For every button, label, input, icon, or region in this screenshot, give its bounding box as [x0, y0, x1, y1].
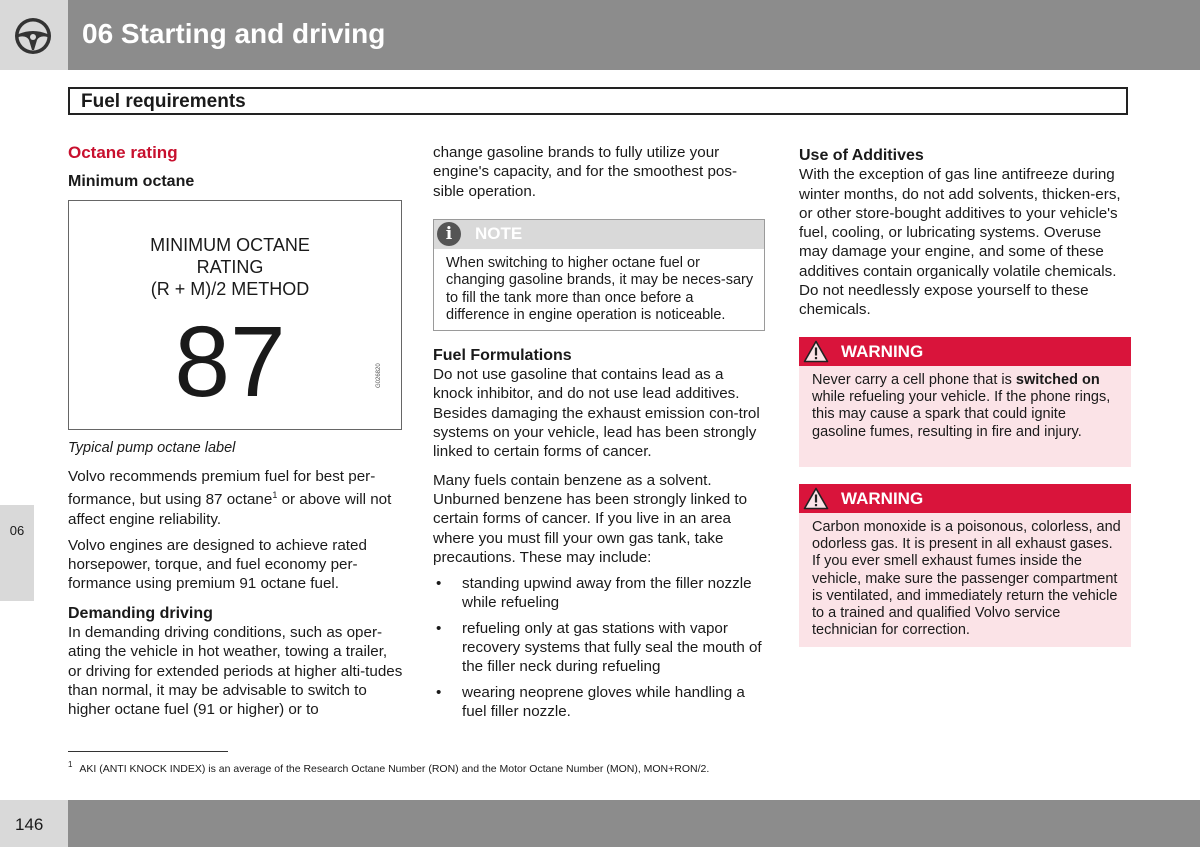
additives-paragraph: With the exception of gas line antifreeze during winter months, do not add solvents, thicken-ers, or other store-bought additives to your vehicle's fuel, cooling, or lubricating systems. Overuse may damage your engine, and some of these additives contain organically volatile chemicals. Do not needlessly expose yourself to these chemicals. — [799, 166, 1121, 319]
footnote-marker: 1 — [68, 760, 73, 769]
continued-paragraph: change gasoline brands to fully utilize your engine's capacity, and for the smoothest pos-sible operation. — [433, 144, 738, 200]
note-text: When switching to higher octane fuel or changing gasoline brands, it may be neces-sary to fill the tank more than once before a difference in engine operation is noticeable. — [446, 255, 754, 324]
page-number: 146 — [15, 815, 44, 834]
minimum-octane-subheading: Minimum octane — [68, 173, 195, 191]
chapter-title: 06 Starting and driving — [82, 18, 386, 49]
octane-label-line: MINIMUM OCTANE — [150, 235, 310, 255]
footnote-rule — [68, 751, 228, 752]
fuel-formulations-paragraph: Do not use gasoline that contains lead as a knock inhibitor, and do not use lead additives. Besides damaging the exhaust emission con-trol systems on your vehicle, lead has been strongly linked to certain forms of cancer. — [433, 366, 760, 461]
octane-label-line: RATING — [196, 257, 264, 277]
octane-rating-heading: Octane rating — [68, 143, 178, 162]
footnote-text: AKI (ANTI KNOCK INDEX) is an average of the Research Octane Number (RON) and the Motor Octane Number (MON), MON+RON/2. — [79, 762, 710, 775]
octane-label-line: (R + M)/2 METHOD — [150, 279, 310, 299]
warning-text-carbon-monoxide: Carbon monoxide is a poisonous, colorless, and odorless gas. It is present in all exhaust gases. If you ever smell exhaust fumes inside the vehicle, make sure the passenger compartment is ventilated, and immediately return the vehicle to a trained and qualified Volvo service technician for correction. — [812, 519, 1121, 639]
demanding-driving-heading: Demanding driving — [68, 604, 213, 622]
fuel-formulations-heading: Fuel Formulations — [433, 346, 572, 364]
figure-caption: Typical pump octane label — [68, 439, 236, 456]
list-item: • wearing neoprene gloves while handling a fuel filler nozzle. — [433, 683, 767, 722]
chapter-side-tab-label: 06 — [9, 523, 25, 538]
list-item: • refueling only at gas stations with vapor recovery systems that fully seal the mouth of the filler neck during refueling — [433, 619, 767, 677]
rated-horsepower-paragraph: Volvo engines are designed to achieve rated horsepower, torque, and fuel economy per-formance using premium 91 octane fuel. — [68, 536, 367, 593]
octane-number: 87 — [174, 306, 286, 418]
warning-text-b: while refueling your vehicle. If the phone rings, this may cause a spark that could ignite gasoline fumes, resulting in fire and injury. — [812, 389, 1111, 440]
warning-triangle-icon — [803, 340, 829, 363]
info-icon: i — [437, 222, 461, 246]
benzene-paragraph: Many fuels contain benzene as a solvent. Unburned benzene has been strongly linked to certain forms of cancer. If you live in an area where you must fill your own gas tank, take precautions. These may include: — [433, 471, 748, 566]
footnote-ref: 1 — [272, 490, 278, 501]
warning-label: WARNING — [841, 489, 924, 508]
figure-code: G026820 — [376, 363, 382, 388]
premium-fuel-paragraph — [68, 467, 404, 529]
warning-triangle-icon — [803, 487, 829, 510]
premium-fuel-text-b: or above will not affect engine reliability. — [68, 491, 392, 528]
footer-bar — [68, 800, 1200, 847]
note-label: NOTE — [475, 224, 523, 243]
warning-text-a: Never carry a cell phone that is — [812, 372, 1016, 388]
octane-label-heading — [68, 234, 392, 300]
warning-label: WARNING — [841, 342, 924, 361]
warning-text-bold: switched on — [1015, 372, 1100, 388]
steering-wheel-icon — [13, 16, 53, 56]
warning-text-phone — [812, 372, 1122, 441]
demanding-driving-paragraph: In demanding driving conditions, such as oper-ating the vehicle in hot weather, towing a trailer, or driving for extended periods at higher alti-tudes than normal, it may be advisable to switch to higher octane fuel (91 or higher) or to — [68, 624, 403, 719]
use-of-additives-heading: Use of Additives — [799, 147, 924, 164]
section-title: Fuel requirements — [81, 91, 246, 112]
chapter-side-tab — [0, 505, 34, 601]
footnote — [68, 760, 709, 775]
precautions-list — [433, 574, 767, 721]
column-right — [799, 143, 1132, 327]
premium-fuel-text-a: Volvo recommends premium fuel for best per-formance, but using 87 octane — [68, 467, 376, 509]
list-item: • standing upwind away from the filler nozzle while refueling — [433, 574, 767, 613]
